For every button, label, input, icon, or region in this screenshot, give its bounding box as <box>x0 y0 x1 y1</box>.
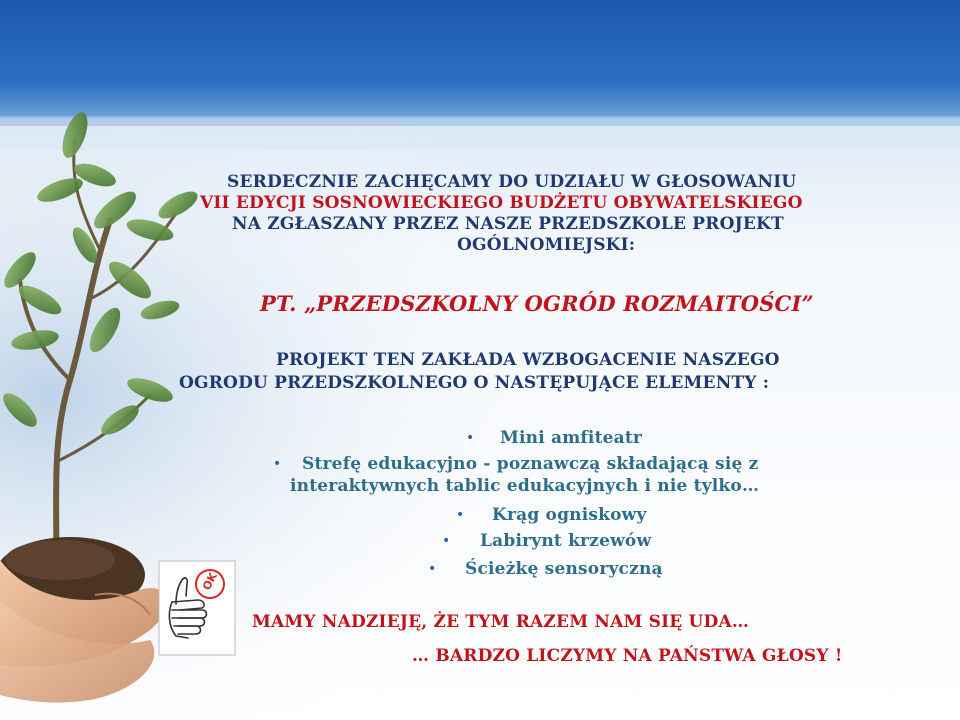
list-item-amphitheater: Mini amfiteatr <box>500 428 643 448</box>
ok-stamp-text: OK <box>200 570 220 593</box>
thumbs-up-ok-icon <box>158 560 236 656</box>
bullet-marker: • <box>428 561 437 577</box>
description-line-1: PROJEKT TEN ZAKŁADA WZBOGACENIE NASZEGO <box>276 350 780 370</box>
description-line-2: OGRODU PRZEDSZKOLNEGO O NASTĘPUJĄCE ELEMENTY : <box>179 373 770 393</box>
intro-line-4: OGÓLNOMIEJSKI: <box>457 235 636 255</box>
bullet-marker: • <box>466 430 475 446</box>
bullet-marker: • <box>273 456 282 472</box>
list-item-education-zone: Strefę edukacyjno - poznawczą składającą się z <box>302 454 759 474</box>
bullet-marker: • <box>442 533 451 549</box>
intro-line-1: SERDECZNIE ZACHĘCAMY DO UDZIAŁU W GŁOSOWANIU <box>227 172 797 192</box>
project-title: PT. „PRZEDSZKOLNY OGRÓD ROZMAITOŚCI” <box>260 291 814 316</box>
list-item-sensory-path: Ścieżkę sensoryczną <box>465 559 663 579</box>
intro-line-2: VII EDYCJI SOSNOWIECKIEGO BUDŻETU OBYWATELSKIEGO <box>200 193 803 213</box>
list-item-education-zone-cont: interaktywnych tablic edukacyjnych i nie tylko… <box>290 476 760 496</box>
list-item-labyrinth: Labirynt krzewów <box>480 531 652 551</box>
closing-line-2: … BARDZO LICZYMY NA PAŃSTWA GŁOSY ! <box>412 646 843 666</box>
intro-line-3: NA ZGŁASZANY PRZEZ NASZE PRZEDSZKOLE PROJEKT <box>232 214 784 234</box>
list-item-fire-circle: Krąg ogniskowy <box>492 505 647 525</box>
bullet-marker: • <box>456 507 465 523</box>
closing-line-1: MAMY NADZIEJĘ, ŻE TYM RAZEM NAM SIĘ UDA… <box>252 612 750 632</box>
